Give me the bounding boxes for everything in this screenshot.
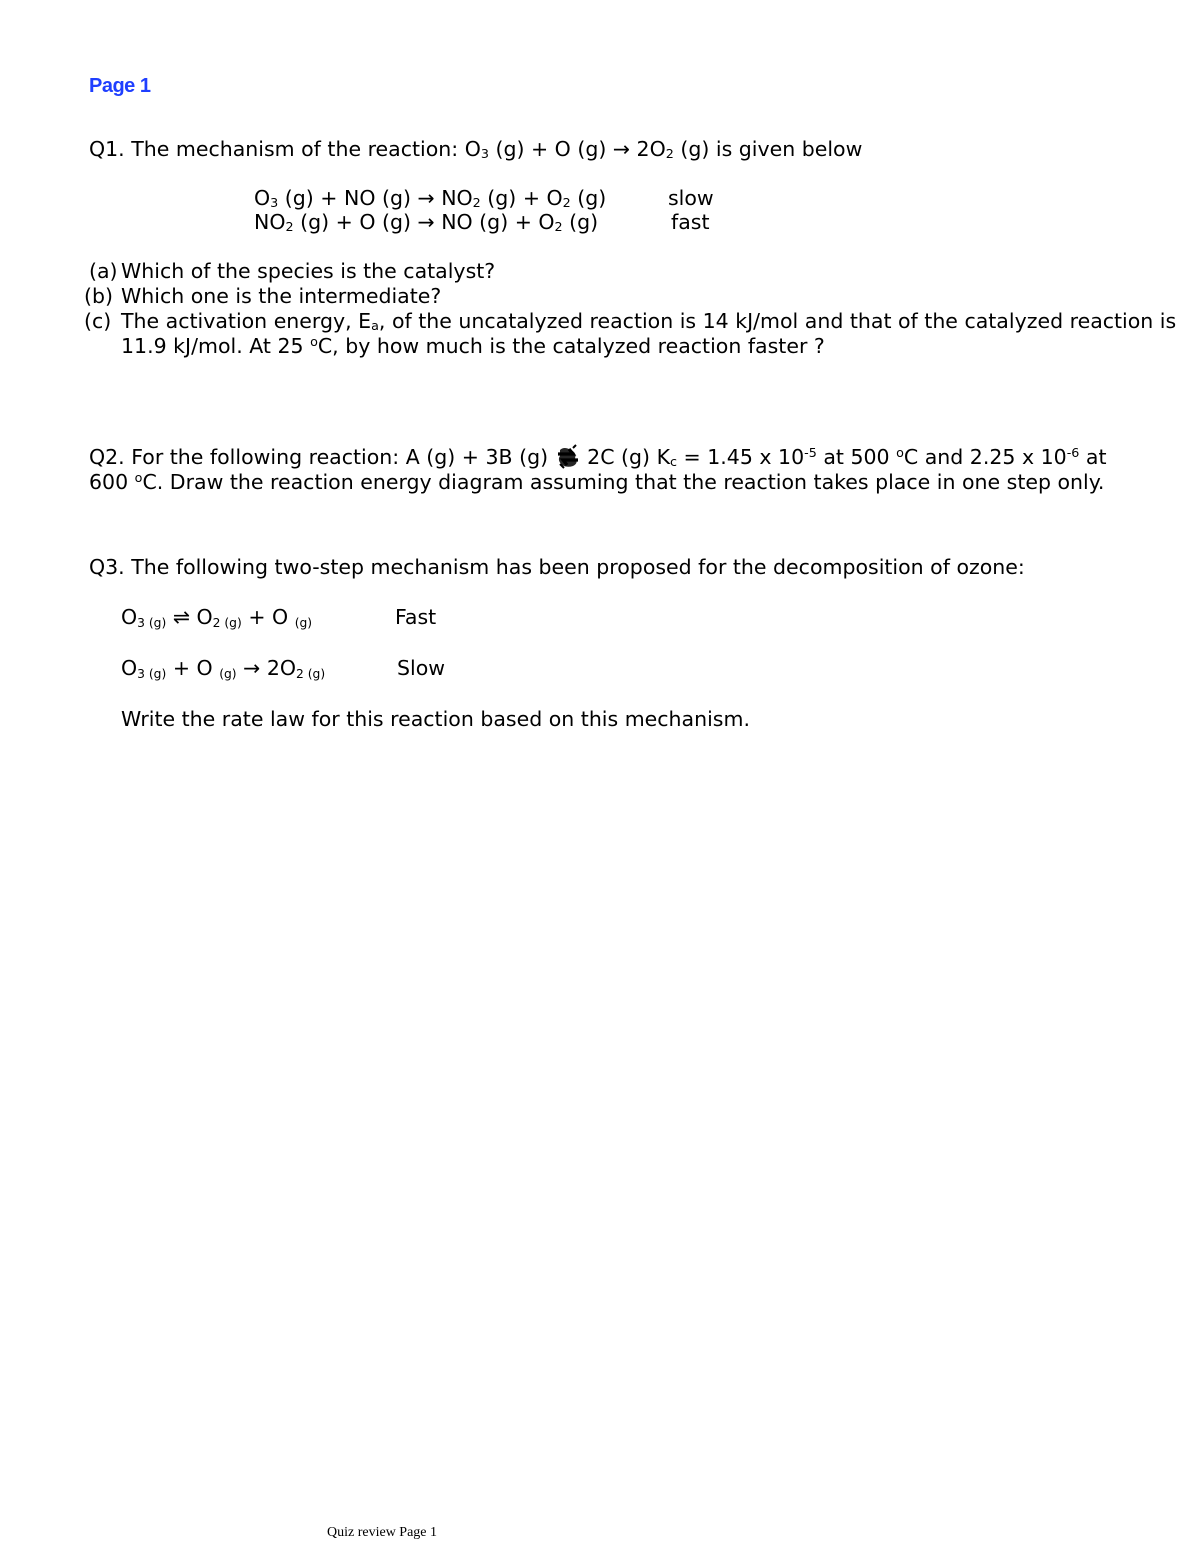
page-footer: Quiz review Page 1 — [327, 1525, 438, 1540]
q1-part-c-line1: The activation energy, $E_a$, of the uncatalyzed reaction is 14 kJ/mol and that of the catalyzed reaction is — [121, 309, 1177, 333]
q1-step2-equation: $NO_2$ (g) + O (g) → NO $(g) + O_2$ (g) — [254, 210, 599, 234]
q1-number: Q1. — [89, 137, 125, 161]
q2-line2: 600 $^o$C. Draw the reaction energy diagram assuming that the reaction takes place in one step only. — [89, 470, 1105, 494]
equilibrium-arrow-icon — [555, 444, 581, 470]
q1-step2-speed: fast — [671, 210, 710, 234]
q1-part-a-text: Which of the species is the catalyst? — [121, 259, 496, 283]
q1-part-c-label: (c) — [84, 309, 112, 333]
q1-intro: Q1. The mechanism of the reaction: $O_3$ (g) + O $(g) \to 2O_2$ (g) is given below — [89, 137, 863, 161]
q2-line1: Q2. For the following reaction: A (g) + 3B (g) 2C (g) $K_c = 1.45$ x $10^{-5}$ at 500 $^o$C and 2.25 x $10^{-6}$ at — [89, 445, 1107, 469]
q3-step2-speed: Slow — [397, 656, 446, 680]
q1-part-b-text: Which one is the intermediate? — [121, 284, 442, 308]
page-heading: Page 1 — [89, 75, 151, 97]
q3-intro: Q3. The following two-step mechanism has been proposed for the decomposition of ozone: — [89, 555, 1025, 579]
q1-step1-speed: slow — [668, 186, 714, 210]
q3-step2-equation: $O_{3 (g)} + O$ $_{(g)} \to 2O_{2 (g)}$ — [121, 656, 326, 682]
q1-part-a-label: (a) — [89, 259, 118, 283]
q3-task: Write the rate law for this reaction based on this mechanism. — [121, 707, 750, 731]
q3-step1-equation: $O_{3 (g)}$ ⇌ $O_{2 (g)} + O$ $_{(g)}$ — [121, 605, 313, 631]
q1-part-c-line2: 11.9 kJ/mol. At 25 $^o$C, by how much is the catalyzed reaction faster ? — [121, 334, 825, 358]
q3-step1-speed: Fast — [395, 605, 437, 629]
q1-step1-equation: $O_3$ (g) + NO $(g) \to NO_2$ $(g) + O_2$ (g) — [254, 186, 607, 210]
q1-part-b-label: (b) — [84, 284, 114, 308]
